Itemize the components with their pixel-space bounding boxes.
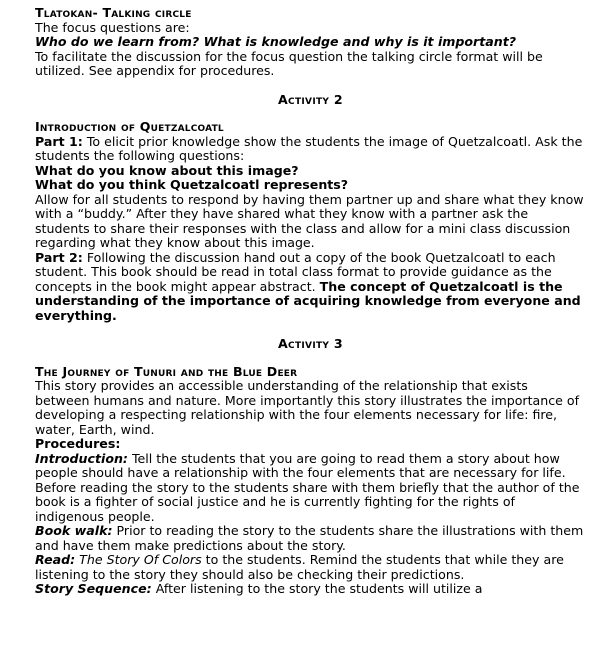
book-walk-label: Book walk: <box>35 523 113 538</box>
read-book-title: The Story Of Colors <box>75 552 202 567</box>
part-2-paragraph <box>35 251 586 324</box>
focus-question: Who do we learn from? What is knowledge and why is it important? <box>35 34 517 49</box>
talking-circle-paragraph: To facilitate the discussion for the focus question the talking circle format will be utilized. See appendix for procedures. <box>35 48 543 78</box>
story-sequence-text: After listening to the story the students will utilize a <box>151 581 483 596</box>
introduction-text: Tell the students that you are going to read them a story about how people should have a relationship with the four elements that are necessary for life. Before reading the story to the students share with them briefly that the author of the book is a fighter of social justice and he is currently fighting for the rights of indigenous people. <box>35 450 580 524</box>
procedures-label: Procedures: <box>35 436 121 451</box>
section-heading-quetzalcoatl: Introduction of Quetzalcoatl <box>35 119 224 134</box>
part-1-text: To elicit prior knowledge show the students the image of Quetzalcoatl. Ask the students the following questions: <box>35 133 583 163</box>
focus-intro: The focus questions are: <box>35 19 190 35</box>
introduction-label: Introduction: <box>35 450 128 466</box>
section-heading-tunuri: The Journey of Tunuri and the Blue Deer <box>35 363 298 379</box>
story-sequence-label: Story Sequence: <box>35 581 152 596</box>
activity-2-title: Activity 2 <box>278 91 343 107</box>
part-2-label: Part 2: <box>35 249 83 265</box>
section-heading-talking-circle: Tlatokan- Talking circle <box>35 5 192 20</box>
question-1: What do you know about this image? <box>35 162 299 178</box>
part-1-paragraph <box>35 135 586 164</box>
read-paragraph <box>35 553 586 582</box>
activity-3-intro: This story provides an accessible understanding of the relationship that exists between humans and nature. More importantly this story illustrates the importance of developing a respecting relationship with the four elements necessary for life: fire, water, Earth, wind. <box>35 378 580 437</box>
read-text: to the students. Remind the students that while they are listening to the story they should also be checking their predictions. <box>35 552 564 582</box>
introduction-paragraph <box>35 452 586 525</box>
activity-3-title: Activity 3 <box>278 336 343 351</box>
book-walk-paragraph <box>35 524 586 553</box>
part-2-text: Following the discussion hand out a copy of the book Quetzalcoatl to each student. This book should be read in total class format to provide guidance as the concepts in the book might appear abstract. <box>35 249 556 294</box>
question-2: What do you think Quetzalcoatl represents? <box>35 177 349 192</box>
book-walk-text: Prior to reading the story to the students share the illustrations with them and have them make predictions about the story. <box>35 523 584 553</box>
part-2-emphasis: The concept of Quetzalcoatl is the understanding of the importance of acquiring knowledge from everyone and everything. <box>35 278 581 323</box>
read-label: Read: <box>35 552 76 567</box>
part-1-followup: Allow for all students to respond by having them partner up and share what they know with a “buddy.” After they have shared what they know with a partner ask the students to share their responses with the class and allow for a mini class discussion regarding what they know about this image. <box>35 191 584 250</box>
story-sequence-paragraph <box>35 582 586 597</box>
part-1-label: Part 1: <box>35 133 83 149</box>
